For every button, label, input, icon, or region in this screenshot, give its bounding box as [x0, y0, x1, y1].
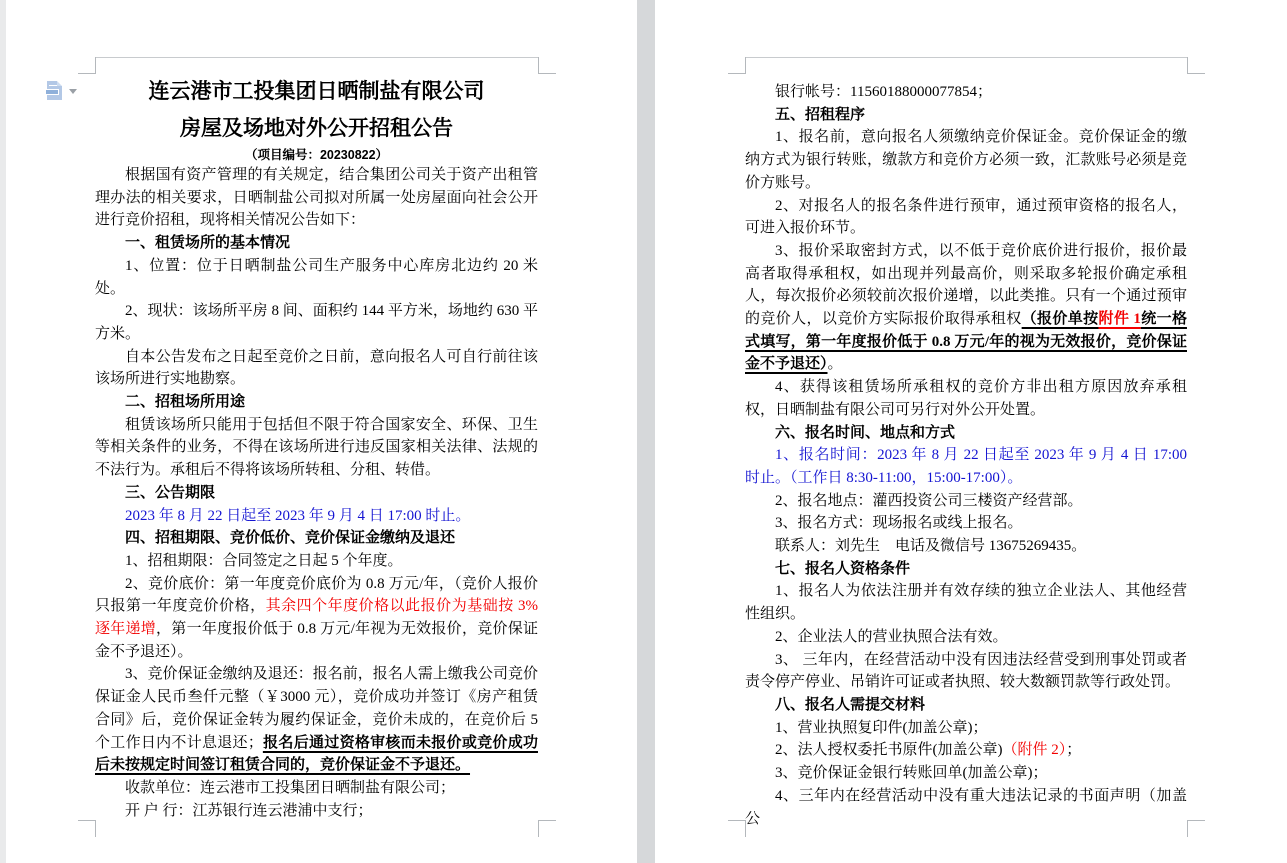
paragraph[interactable]: [745, 535, 1187, 558]
paragraph[interactable]: [745, 785, 1187, 830]
crop-mark-bottom-right: [538, 820, 556, 837]
paragraph[interactable]: [745, 376, 1187, 421]
text-run: 3、 三年内，在经营活动中没有因违法经营受到刑事处罚或者责令停产停业、吊销许可证或者执照、较大数额罚款等行政处罚。: [745, 651, 1187, 691]
text-run: 。: [827, 356, 843, 373]
text-run: 开 户 行：江苏银行连云港浦中支行；: [125, 802, 373, 819]
text-run: 统一格式填写，第一年度报价低于 0.8 万元/年的视为无效报价，竞价保证金不予退还）: [745, 311, 1187, 373]
chevron-down-icon: [69, 89, 77, 94]
document-title-line-2: 房屋及场地对外公开招租公告: [180, 117, 453, 140]
crop-mark-bottom-left: [78, 820, 96, 837]
text-run: 租赁该场所只能用于包括但不限于符合国家安全、环保、卫生等相关条件的业务，不得在该场所进行违反国家相关法律、法规的不法行为。承租后不得将该场所转租、分租、转借。: [95, 416, 538, 479]
text-run: 八、报名人需提交材料: [775, 695, 926, 713]
text-run: 3、竞价保证金银行转账回单(加盖公章)；: [775, 765, 1048, 782]
paragraph[interactable]: [95, 255, 538, 300]
crop-mark-top-right: [538, 57, 556, 74]
page-2-body: [745, 81, 1187, 830]
text-run: （报价单按: [1021, 311, 1099, 328]
section-heading[interactable]: [745, 694, 1187, 717]
paragraph[interactable]: [95, 663, 538, 777]
paragraph[interactable]: [95, 505, 538, 528]
paste-clipboard-icon-bar: [45, 89, 59, 95]
text-run: 1、位置：位于日晒制盐公司生产服务中心库房北边约 20 米处。: [95, 257, 538, 297]
text-run: ；: [1066, 742, 1082, 759]
section-heading[interactable]: [95, 482, 538, 505]
text-run: 2、现状：该场所平房 8 间、面积约 144 平方米，场地约 630 平方米。: [95, 303, 538, 342]
section-heading[interactable]: [745, 558, 1187, 581]
section-heading[interactable]: [745, 104, 1187, 127]
text-run: 2、竞价底价：第一年度竞价底价为 0.8 万元/年，（竞价人报价只报第一年度竞价价格，: [95, 575, 538, 615]
text-run: 四、招租期限、竞价低价、竞价保证金缴纳及退还: [125, 529, 456, 547]
text-run: 银行帐号：11560188000077854；: [775, 84, 992, 100]
text-run: 自本公告发布之日起至竞价之日前，意向报名人可自行前往该该场所进行实地勘察。: [95, 348, 538, 388]
text-run: 3、报名方式：现场报名或线上报名。: [775, 515, 1023, 532]
document-title-line-1: 连云港市工投集团日晒制盐有限公司: [148, 80, 485, 103]
paragraph[interactable]: [95, 346, 538, 391]
section-heading[interactable]: [745, 422, 1187, 445]
text-run: 报名后通过资格审核而未报价或竞价成功后未按规定时间签订租赁合同的，竞价保证金不予退还。: [95, 734, 538, 774]
paragraph[interactable]: [745, 126, 1187, 194]
paragraph[interactable]: [95, 550, 538, 573]
text-run: 七、报名人资格条件: [775, 559, 911, 577]
crop-mark-bottom-left: [728, 820, 746, 837]
text-run: 二、招租场所用途: [125, 393, 246, 411]
paragraph[interactable]: [745, 512, 1187, 535]
section-heading[interactable]: [95, 232, 538, 255]
section-heading[interactable]: [95, 391, 538, 414]
paragraph[interactable]: [95, 414, 538, 482]
text-run: 2、法人授权委托书原件(加盖公章): [775, 742, 1003, 759]
crop-mark-top-left: [78, 57, 96, 74]
paragraph[interactable]: [95, 777, 538, 800]
text-run: 3、竞价保证金缴纳及退还：报名前，报名人需上缴我公司竞价保证金人民币叁仟元整（￥3000 元），竞价成功并签订《房产租赁合同》后，竞价保证金转为履约保证金，竞价未成的，在竞价后 5 个工作日内不计息退还；: [95, 666, 538, 751]
paragraph[interactable]: [745, 762, 1187, 785]
paragraph[interactable]: [745, 739, 1187, 762]
paragraph[interactable]: [745, 195, 1187, 240]
page-1-body: [95, 164, 538, 822]
text-run: 4、获得该租赁场所承租权的竞价方非出租方原因放弃承租权，日晒制盐有限公司可另行对外公开处置。: [745, 379, 1187, 418]
text-run: 1、报名人为依法注册并有效存续的独立企业法人、其他经营性组织。: [745, 583, 1187, 623]
text-run: 收款单位：连云港市工投集团日晒制盐有限公司；: [125, 779, 456, 796]
paragraph[interactable]: [95, 164, 538, 232]
paragraph[interactable]: [95, 300, 538, 345]
text-run: 1、报名时间：2023 年 8 月 22 日起至 2023 年 9 月 4 日 17:00 时止。（工作日 8:30-11:00，15:00-17:00）。: [745, 447, 1187, 486]
crop-mark-bottom-right: [1187, 820, 1205, 837]
text-run: 2、企业法人的营业执照合法有效。: [775, 628, 1008, 645]
page-2[interactable]: [655, 0, 1287, 863]
paragraph[interactable]: [745, 626, 1187, 649]
text-run: 联系人：刘先生 电话及微信号 13675269435。: [775, 538, 1087, 555]
text-run: 三、公告期限: [125, 483, 216, 501]
text-run: ，第一年度报价低于 0.8 万元/年视为无效报价，竞价保证金不予退还）。: [95, 621, 538, 660]
text-run: 1、营业执照复印件(加盖公章)；: [775, 719, 988, 736]
text-run: 一、租赁场所的基本情况: [125, 234, 291, 252]
text-run: 1、报名前，意向报名人须缴纳竞价保证金。竞价保证金的缴纳方式为银行转账，缴款方和竞价方必须一致，汇款账号必须是竞价方账号。: [745, 129, 1187, 191]
project-number: （项目编号：20230822）: [244, 148, 389, 162]
paragraph[interactable]: [745, 444, 1187, 489]
text-run: （附件 2）: [1002, 742, 1067, 759]
page-1[interactable]: [6, 0, 637, 863]
text-run: 2023 年 8 月 22 日起至 2023 年 9 月 4 日 17:00 时止。: [125, 507, 471, 524]
text-boundary-line: [745, 57, 1187, 58]
page-2-content: [745, 73, 1187, 830]
paragraph[interactable]: [745, 240, 1187, 376]
text-run: 根据国有资产管理的有关规定，结合集团公司关于资产出租管理办法的相关要求，日晒制盐公司拟对所属一处房屋面向社会公开进行竞价招租，现将相关情况公告如下：: [95, 167, 538, 229]
section-heading[interactable]: [95, 527, 538, 550]
text-run: 五、招租程序: [775, 105, 866, 123]
crop-mark-top-left: [728, 57, 746, 74]
page-gap: [637, 0, 655, 863]
paragraph[interactable]: [95, 573, 538, 664]
paragraph[interactable]: [745, 717, 1187, 740]
text-run: 1、招租期限：合同签定之日起 5 个年度。: [125, 552, 403, 569]
paragraph[interactable]: [745, 81, 1187, 104]
text-run: 2、对报名人的报名条件进行预审，通过预审资格的报名人，可进入报价环节。: [745, 197, 1187, 237]
crop-mark-top-right: [1187, 57, 1205, 74]
text-run: 2、报名地点：灌西投资公司三楼资产经营部。: [775, 492, 1083, 509]
text-run: 附件 1: [1098, 311, 1141, 328]
paragraph[interactable]: [95, 800, 538, 823]
text-run: 4、三年内在经营活动中没有重大违法记录的书面声明（加盖公: [745, 787, 1187, 827]
paragraph[interactable]: [745, 580, 1187, 625]
text-boundary-line: [95, 57, 538, 58]
paragraph[interactable]: [745, 649, 1187, 694]
paste-options-button[interactable]: [39, 80, 81, 104]
page-1-content: [95, 73, 538, 822]
text-run: 3、报价采取密封方式，以不低于竞价底价进行报价，报价最高者取得承租权，如出现并列最高价，则采取多轮报价确定承租人，每次报价必须较前次报价递增，以此类推。只有一个通过预审的竞价人，以竞价方实际报价取得承租权: [745, 242, 1187, 328]
text-run: 其余四个年度价格以此报价为基础按 3%逐年递增: [95, 598, 538, 638]
paragraph[interactable]: [745, 490, 1187, 513]
text-run: 六、报名时间、地点和方式: [775, 423, 956, 441]
